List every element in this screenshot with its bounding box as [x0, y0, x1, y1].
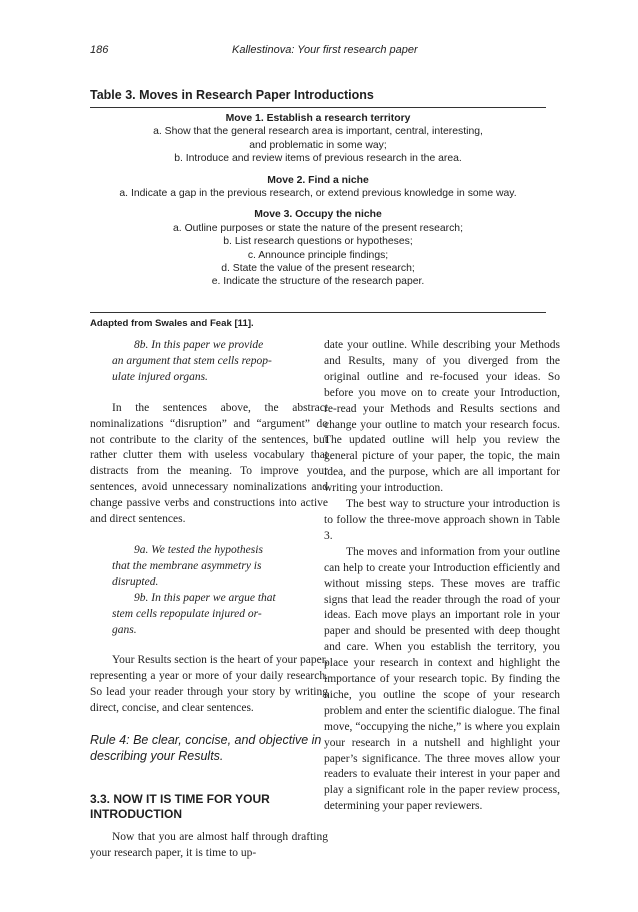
example-line: ulate injured organs. [112, 370, 208, 383]
move-item: a. Outline purposes or state the nature of the present research; [173, 222, 463, 234]
move-item: b. Introduce and review items of previous research in the area. [174, 153, 462, 165]
right-column [324, 338, 560, 815]
body-paragraph: In the sentences above, the abstract nominalizations “disruption” and “argument” do not contribute to the clarity of the sentences, but rather clutter them with useless vocabulary that distracts from the meaning. To improve your sentences, avoid unnecessary nominalizations and change passive verbs and constructions into active and direct sentences. [90, 401, 328, 526]
move-item: a. Show that the general research area is important, central, interesting, [153, 126, 483, 138]
running-title: Kallestinova: Your first research paper [232, 44, 418, 56]
moves-table [90, 112, 546, 297]
section-heading: 3.3. NOW IT IS TIME FOR YOUR INTRODUCTION [90, 792, 270, 822]
example-line: stem cells repopulate injured or- [112, 607, 262, 620]
rule-4-callout: Rule 4: Be clear, concise, and objective in describing your Results. [90, 733, 322, 764]
example-9a [90, 543, 328, 591]
move-2 [90, 174, 546, 201]
body-paragraph: The moves and information from your outline can help to create your Introduction efficiently and without missing steps. These moves are traffic signs that lead the reader through the road of your ideas. Each move plays an important role in your paper and should be presented with deep thought and care. When you establish the territory, you place your research in context and highlight the importance of your research topic. By finding the niche, you outline the scope of your research problem and enter the scientific dialogue. The final move, “occupying the niche,” is where you explain your research in a nutshell and highlight your paper’s significance. The three moves allow your readers to evaluate their interest in your paper and play a significant role in the paper review process, determining your paper reviewers. [324, 545, 560, 813]
example-line: 8b. In this paper we provide [134, 339, 264, 351]
body-paragraph: Now that you are almost half through drafting your research paper, it is time to up- [90, 831, 328, 859]
example-line: disrupted. [112, 575, 159, 588]
left-column [90, 338, 328, 862]
move-item: and problematic in some way; [249, 139, 387, 151]
move-heading: Move 1. Establish a research territory [225, 113, 411, 124]
example-line: gans. [112, 623, 137, 636]
example-line: 9b. In this paper we argue that [134, 591, 276, 604]
table-title: Table 3. Moves in Research Paper Introductions [90, 88, 374, 102]
example-line: an argument that stem cells repop- [112, 354, 272, 367]
body-paragraph: The best way to structure your introduction is to follow the three-move approach shown in Table 3. [324, 498, 560, 542]
move-heading: Move 3. Occupy the niche [254, 209, 382, 221]
example-line: that the membrane asymmetry is [112, 559, 262, 572]
table-bottom-rule [90, 312, 546, 313]
move-3 [90, 208, 546, 288]
table-source-note: Adapted from Swales and Feak [11]. [90, 318, 254, 329]
move-item: c. Announce principle findings; [247, 249, 389, 261]
table-top-rule [90, 107, 546, 108]
example-9b [90, 591, 328, 639]
page-number: 186 [90, 44, 109, 56]
example-line: 9a. We tested the hypothesis [134, 543, 263, 556]
example-8b [90, 338, 328, 386]
move-item: d. State the value of the present research; [221, 263, 415, 275]
move-item: a. Indicate a gap in the previous research, or extend previous knowledge in some way. [119, 188, 517, 200]
move-item: e. Indicate the structure of the research paper. [211, 276, 425, 288]
move-heading: Move 2. Find a niche [267, 174, 369, 186]
body-paragraph: Your Results section is the heart of your paper, representing a year or more of your daily research. So lead your reader through your story by writing direct, concise, and clear sentences. [90, 654, 328, 715]
move-item: b. List research questions or hypotheses; [223, 236, 413, 248]
body-paragraph: date your outline. While describing your Methods and Results, many of you diverged from the original outline and re-focused your ideas. So before you move on to create your Introduction, re-read your Methods and Results sections and change your outline to match your research focus. The updated outline will help you review the general picture of your paper, the topic, the main idea, and the purpose, which are all important for writing your introduction. [324, 339, 560, 495]
move-1 [90, 112, 546, 166]
